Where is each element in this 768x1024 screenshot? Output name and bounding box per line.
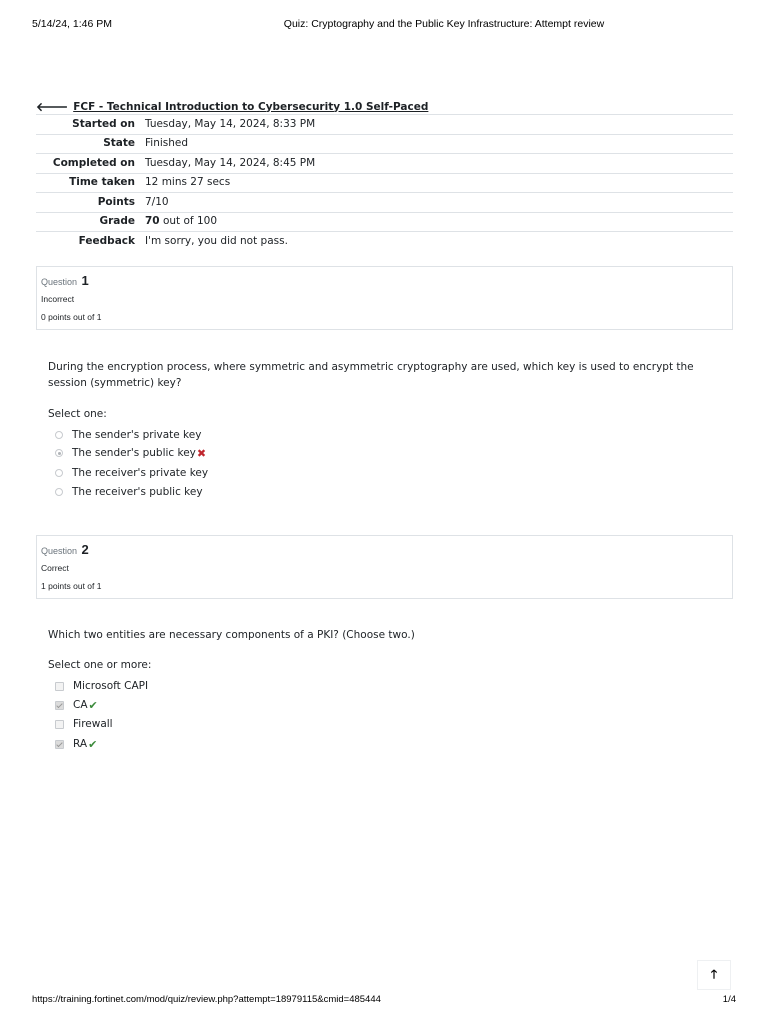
radio-button-selected[interactable] <box>55 449 63 457</box>
answer-option[interactable] <box>55 698 98 712</box>
question-number-value: 2 <box>81 542 89 557</box>
answer-label: CA <box>73 699 88 711</box>
course-link-label[interactable]: FCF - Technical Introduction to Cybersecurity 1.0 Self-Paced <box>73 100 429 113</box>
attempt-summary-table <box>36 114 733 251</box>
answer-option[interactable] <box>55 446 206 460</box>
answer-label: The receiver's private key <box>72 467 209 479</box>
answer-label: The receiver's public key <box>72 486 203 498</box>
question-2-text: Which two entities are necessary components of a PKI? (Choose two.) <box>48 629 415 641</box>
question-2-prompt: Select one or more: <box>48 659 152 671</box>
summary-row-feedback <box>36 232 733 251</box>
summary-label: Points <box>97 195 135 208</box>
answer-label: The sender's private key <box>72 429 202 441</box>
summary-value: 12 mins 27 secs <box>145 176 231 189</box>
summary-value: Finished <box>145 137 189 150</box>
answer-option[interactable] <box>55 679 148 693</box>
scroll-to-top-button[interactable] <box>697 960 731 990</box>
answer-option[interactable] <box>55 717 113 731</box>
print-page-title: Quiz: Cryptography and the Public Key Infrastructure: Attempt review <box>283 18 605 30</box>
checkbox[interactable] <box>55 682 64 691</box>
answer-label: Microsoft CAPI <box>73 680 149 692</box>
summary-label: Grade <box>99 215 135 228</box>
radio-button[interactable] <box>55 488 63 496</box>
answer-option[interactable] <box>55 485 203 499</box>
answer-label: Firewall <box>73 718 113 730</box>
question-state: Incorrect <box>41 294 75 304</box>
grade-score: 70 <box>145 215 160 228</box>
summary-row-time-taken <box>36 173 733 193</box>
question-number-value: 1 <box>81 273 89 288</box>
summary-label: State <box>103 137 135 150</box>
question-grade: 1 points out of 1 <box>41 581 102 591</box>
answer-label: RA <box>73 738 88 750</box>
checkbox-checked[interactable] <box>55 740 64 749</box>
correct-check-icon: ✔ <box>88 698 98 712</box>
summary-value: 7/10 <box>145 195 169 208</box>
answer-option[interactable] <box>55 737 97 751</box>
summary-value: Tuesday, May 14, 2024, 8:33 PM <box>145 117 316 130</box>
print-footer <box>32 994 736 1008</box>
summary-label: Time taken <box>69 176 135 189</box>
question-label: Question <box>41 277 78 287</box>
arrow-left-icon: 🡐 <box>36 100 69 114</box>
question-1-prompt: Select one: <box>48 408 107 420</box>
summary-label: Started on <box>72 117 135 130</box>
answer-option[interactable] <box>55 466 208 480</box>
summary-value: I'm sorry, you did not pass. <box>145 234 288 247</box>
answer-label: The sender's public key <box>72 447 196 459</box>
summary-label: Feedback <box>78 234 135 247</box>
print-url: https://training.fortinet.com/mod/quiz/review.php?attempt=18979115&cmid=485444 <box>32 994 381 1005</box>
question-label: Question <box>41 546 78 556</box>
summary-label: Completed on <box>52 156 135 169</box>
answer-option[interactable] <box>55 428 201 442</box>
summary-row-started <box>36 115 733 135</box>
question-2-info <box>36 535 733 599</box>
checkbox[interactable] <box>55 720 64 729</box>
question-number <box>41 273 89 288</box>
arrow-up-icon: 🡑 <box>710 966 718 981</box>
radio-button[interactable] <box>55 469 63 477</box>
question-state: Correct <box>41 563 69 573</box>
question-1-text: During the encryption process, where symmetric and asymmetric cryptography are used, which key is used to encrypt the session (symmetric) key? <box>48 361 694 389</box>
print-page-number: 1/4 <box>722 994 736 1005</box>
summary-value <box>145 212 733 232</box>
print-header <box>32 18 736 32</box>
incorrect-x-icon: ✖ <box>196 446 207 460</box>
course-back-link[interactable] <box>36 99 428 114</box>
summary-row-completed <box>36 154 733 174</box>
summary-row-grade <box>36 212 733 232</box>
question-number <box>41 542 89 557</box>
print-date: 5/14/24, 1:46 PM <box>32 18 112 30</box>
radio-button[interactable] <box>55 431 63 439</box>
checkbox-checked[interactable] <box>55 701 64 710</box>
grade-out-of: out of 100 <box>162 215 218 228</box>
summary-row-points <box>36 193 733 213</box>
summary-row-state <box>36 134 733 154</box>
question-1-info <box>36 266 733 330</box>
correct-check-icon: ✔ <box>88 737 98 751</box>
question-grade: 0 points out of 1 <box>41 312 102 322</box>
summary-value: Tuesday, May 14, 2024, 8:45 PM <box>145 156 316 169</box>
